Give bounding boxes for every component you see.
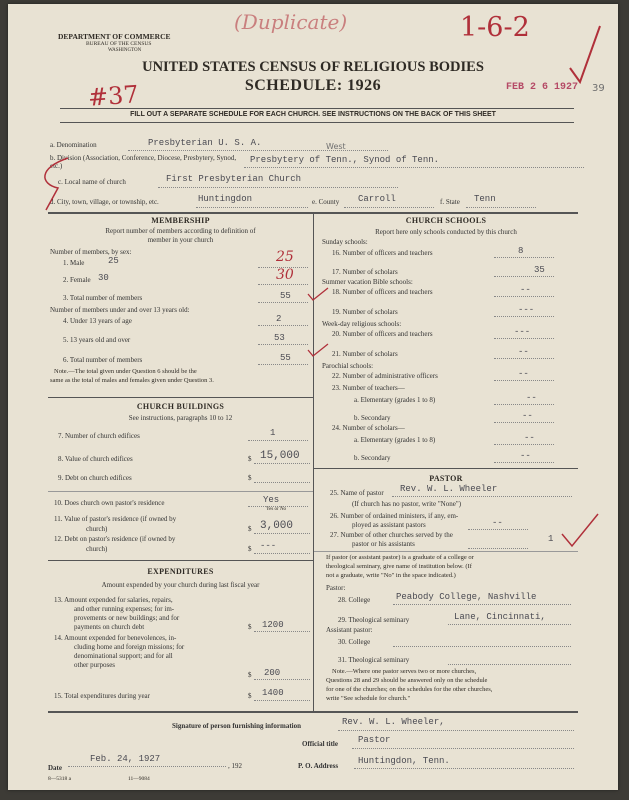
dollar-sign: $ bbox=[248, 623, 252, 631]
red-bracket-mark-icon bbox=[28, 154, 78, 214]
q24a-value: -- bbox=[524, 433, 535, 443]
city-label: d. City, town, village, or township, etc. bbox=[50, 198, 159, 206]
grad-note-1: If pastor (or assistant pastor) is a graduate of a college or bbox=[326, 554, 474, 561]
q27-value: 1 bbox=[548, 534, 554, 544]
received-date-stamp: FEB 2 6 1927 bbox=[506, 82, 579, 93]
q24a-label: a. Elementary (grades 1 to 8) bbox=[354, 436, 436, 444]
membership-note-2: same as the total of males and females given under Question 3. bbox=[50, 377, 214, 384]
q21-value: -- bbox=[518, 347, 529, 357]
po-address-label: P. O. Address bbox=[298, 762, 339, 770]
q16-value: 8 bbox=[518, 246, 524, 256]
pastor-heading: PASTOR bbox=[429, 474, 463, 483]
church-name-label: c. Local name of church bbox=[58, 178, 126, 186]
q7-label: 7. Number of church edifices bbox=[58, 432, 140, 440]
date-value: Feb. 24, 1927 bbox=[90, 754, 161, 764]
q6-value: 55 bbox=[280, 353, 291, 363]
q23a-value: -- bbox=[526, 393, 537, 403]
dept-line: DEPARTMENT OF COMMERCE bbox=[58, 32, 171, 41]
q25-value: Rev. W. L. Wheeler bbox=[400, 484, 498, 494]
q6-label: 6. Total number of members bbox=[63, 356, 143, 364]
po-address-value: Huntingdon, Tenn. bbox=[358, 756, 450, 766]
yes-no-note: Yes or No bbox=[266, 507, 287, 512]
q10-label: 10. Does church own pastor's residence bbox=[54, 499, 165, 507]
q24-label: 24. Number of scholars— bbox=[332, 424, 405, 432]
tick-mark-icon bbox=[306, 286, 330, 302]
q11-value: 3,000 bbox=[260, 520, 294, 532]
q25-note: (If church has no pastor, write "None") bbox=[352, 500, 462, 508]
q8-label: 8. Value of church edifices bbox=[58, 455, 133, 463]
q17-value: 35 bbox=[534, 265, 545, 275]
division-insert: West bbox=[326, 142, 346, 151]
pastor-note-1: Note.—Where one pastor serves two or more churches, bbox=[332, 668, 477, 675]
q29-label: 29. Theological seminary bbox=[338, 616, 410, 624]
q17-label: 17. Number of scholars bbox=[332, 268, 398, 276]
q13-line-b: and other running expenses; for im- bbox=[74, 605, 175, 613]
official-title-value: Pastor bbox=[358, 735, 391, 745]
q15-label: 15. Total expenditures during year bbox=[54, 692, 150, 700]
dollar-sign: $ bbox=[248, 455, 252, 463]
division-value: Presbytery of Tenn., Synod of Tenn. bbox=[250, 155, 440, 165]
fill-instruction: FILL OUT A SEPARATE SCHEDULE FOR EACH CHURCH. SEE INSTRUCTIONS ON THE BACK OF THIS SHEET bbox=[130, 111, 496, 118]
q5-label: 5. 13 years old and over bbox=[63, 336, 131, 344]
q24b-label: b. Secondary bbox=[354, 454, 391, 462]
q19-label: 19. Number of scholars bbox=[332, 308, 398, 316]
q2-hand: 30 bbox=[276, 267, 294, 283]
membership-heading: MEMBERSHIP bbox=[151, 216, 210, 225]
q4-value: 2 bbox=[276, 314, 282, 324]
q30-label: 30. College bbox=[338, 638, 371, 646]
dollar-sign: $ bbox=[248, 692, 252, 700]
dollar-sign: $ bbox=[248, 474, 252, 482]
q13-value: 1200 bbox=[262, 620, 284, 630]
q31-label: 31. Theological seminary bbox=[338, 656, 410, 664]
q20-label: 20. Number of officers and teachers bbox=[332, 330, 433, 338]
q27-label-b: pastor or his assistants bbox=[352, 540, 415, 548]
q3-value: 55 bbox=[280, 291, 291, 301]
expenditures-sub: Amount expended by your church during last fiscal year bbox=[101, 581, 260, 589]
q12-label-a: 12. Debt on pastor's residence (if owned by bbox=[54, 535, 176, 543]
q4-label: 4. Under 13 years of age bbox=[63, 317, 132, 325]
signature-value: Rev. W. L. Wheeler, bbox=[342, 717, 445, 727]
buildings-heading: CHURCH BUILDINGS bbox=[136, 402, 225, 411]
schools-sub: Report here only schools conducted by this church bbox=[375, 228, 517, 236]
q22-value: -- bbox=[518, 369, 529, 379]
q13-line-a: 13. Amount expended for salaries, repairs, bbox=[54, 596, 173, 604]
q25-label: 25. Name of pastor bbox=[330, 489, 384, 497]
schedule-year: SCHEDULE: 1926 bbox=[244, 77, 382, 94]
county-value: Carroll bbox=[358, 194, 396, 204]
q14-line-b: cluding home and foreign missions; for bbox=[74, 643, 185, 651]
division-label: b. Division (Association, Conference, Diocese, Presbytery, Synod, etc.) bbox=[50, 154, 237, 170]
dollar-sign: $ bbox=[248, 671, 252, 679]
q18-label: 18. Number of officers and teachers bbox=[332, 288, 433, 296]
year-suffix: , 192 bbox=[228, 762, 242, 770]
weekday-label: Week-day religious schools: bbox=[322, 320, 402, 328]
pastor-note-3: for one of the churches; on the schedules for the other churches, bbox=[326, 686, 493, 693]
q12-value: --- bbox=[260, 541, 277, 551]
check-mark-icon bbox=[560, 512, 600, 548]
census-schedule-sheet bbox=[8, 4, 618, 790]
q9-label: 9. Debt on church edifices bbox=[58, 474, 132, 482]
check-mark-icon bbox=[568, 24, 602, 84]
q16-label: 16. Number of officers and teachers bbox=[332, 249, 433, 257]
q21-label: 21. Number of scholars bbox=[332, 350, 398, 358]
pastor-note-4: write "See schedule for church." bbox=[326, 695, 411, 702]
q29-value: Lane, Cincinnati, bbox=[454, 612, 546, 622]
q2-typed: 30 bbox=[98, 273, 109, 283]
q28-value: Peabody College, Nashville bbox=[396, 592, 537, 602]
q14-value: 200 bbox=[264, 668, 281, 678]
state-label: f. State bbox=[440, 198, 460, 206]
county-label: e. County bbox=[312, 198, 340, 206]
pastor-note-2: Questions 28 and 29 should be answered only on the schedule bbox=[326, 677, 488, 684]
age-heading: Number of members under and over 13 years old: bbox=[50, 306, 190, 314]
q22-label: 22. Number of administrative officers bbox=[332, 372, 438, 380]
print-number: 11—9084 bbox=[128, 776, 150, 782]
q14-line-d: other purposes bbox=[74, 661, 116, 669]
q26-label-b: ployed as assistant pastors bbox=[352, 521, 426, 529]
q20-value: --- bbox=[514, 327, 531, 337]
official-title-label: Official title bbox=[302, 740, 338, 748]
q11-label-a: 11. Value of pastor's residence (if owned by bbox=[54, 515, 177, 523]
form-title: UNITED STATES CENSUS OF RELIGIOUS BODIES bbox=[142, 59, 484, 75]
q2-label: 2. Female bbox=[63, 276, 91, 284]
dollar-sign: $ bbox=[248, 545, 252, 553]
membership-note-1: Note.—The total given under Question 6 should be the bbox=[54, 368, 197, 375]
q13-line-c: provements or new buildings; and for bbox=[74, 614, 180, 622]
pencil-code: 39 bbox=[592, 83, 605, 94]
tick-mark-icon bbox=[306, 342, 330, 358]
city-line: WASHINGTON bbox=[108, 48, 142, 53]
q26-label-a: 26. Number of ordained ministers, if any, em- bbox=[330, 512, 459, 520]
schools-heading: CHURCH SCHOOLS bbox=[405, 216, 487, 225]
church-name-value: First Presbyterian Church bbox=[166, 174, 302, 184]
q13-line-d: payments on church debt bbox=[74, 623, 145, 631]
date-label: Date bbox=[48, 764, 62, 772]
sunday-label: Sunday schools: bbox=[322, 238, 368, 246]
denomination-label: a. Denomination bbox=[50, 141, 97, 149]
expenditures-heading: EXPENDITURES bbox=[147, 567, 214, 576]
q1-typed: 25 bbox=[108, 256, 119, 266]
membership-sub2: member in your church bbox=[147, 236, 214, 244]
code-mark: 1-6-2 bbox=[460, 12, 530, 43]
dollar-sign: $ bbox=[248, 525, 252, 533]
q11-label-b: church) bbox=[86, 525, 108, 533]
pastor-sublabel: Pastor: bbox=[326, 584, 346, 592]
city-value: Huntingdon bbox=[198, 194, 253, 204]
q5-value: 53 bbox=[274, 333, 285, 343]
q15-value: 1400 bbox=[262, 688, 284, 698]
q7-value: 1 bbox=[270, 428, 276, 438]
bureau-line: BUREAU OF THE CENSUS bbox=[86, 41, 152, 47]
q24b-value: -- bbox=[520, 451, 531, 461]
duplicate-mark: (Duplicate) bbox=[234, 10, 348, 34]
form-number: 8—5318 a bbox=[48, 776, 72, 782]
grad-note-2: theological seminary, give name of institution below. (If bbox=[326, 563, 472, 570]
signature-label: Signature of person furnishing information bbox=[172, 722, 301, 730]
q10-value: Yes bbox=[263, 495, 280, 505]
q27-label-a: 27. Number of other churches served by the bbox=[330, 531, 453, 539]
q23b-value: -- bbox=[522, 411, 533, 421]
q1-label: 1. Male bbox=[63, 259, 85, 267]
q14-line-a: 14. Amount expended for benevolences, in- bbox=[54, 634, 177, 642]
assistant-sublabel: Assistant pastor: bbox=[326, 626, 373, 634]
q18-value: -- bbox=[520, 285, 531, 295]
parochial-label: Parochial schools: bbox=[322, 362, 374, 370]
by-sex-label: Number of members, by sex: bbox=[50, 248, 132, 256]
q28-label: 28. College bbox=[338, 596, 371, 604]
q1-hand: 25 bbox=[276, 249, 294, 265]
q26-value: -- bbox=[492, 518, 503, 528]
grad-note-3: not a graduate, write "No" in the space indicated.) bbox=[326, 572, 456, 579]
q23b-label: b. Secondary bbox=[354, 414, 391, 422]
q12-label-b: church) bbox=[86, 545, 108, 553]
denomination-value: Presbyterian U. S. A. bbox=[148, 138, 262, 148]
q23a-label: a. Elementary (grades 1 to 8) bbox=[354, 396, 436, 404]
q23-label: 23. Number of teachers— bbox=[332, 384, 405, 392]
q8-value: 15,000 bbox=[260, 450, 300, 462]
buildings-sub: See instructions, paragraphs 10 to 12 bbox=[128, 414, 233, 422]
q19-value: --- bbox=[518, 305, 535, 315]
q3-label: 3. Total number of members bbox=[63, 294, 143, 302]
state-value: Tenn bbox=[474, 194, 496, 204]
q14-line-c: denominational support; and for all bbox=[74, 652, 173, 660]
summer-label: Summer vacation Bible schools: bbox=[322, 278, 413, 286]
number-mark: #37 bbox=[87, 80, 140, 112]
membership-sub1: Report number of members according to definition of bbox=[105, 227, 256, 235]
